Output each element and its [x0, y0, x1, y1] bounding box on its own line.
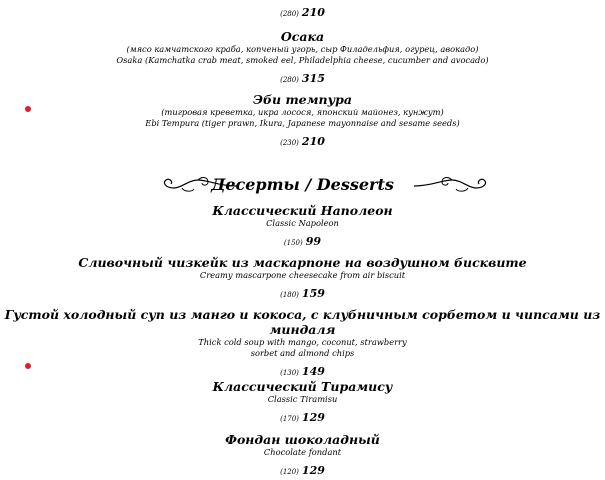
item-description-en: Classic Napoleon [266, 218, 339, 228]
price-weight: (230) [280, 139, 299, 147]
menu-item-osaka [0, 29, 605, 87]
dessert-item-tiramisu [0, 379, 605, 426]
price-value: 159 [301, 287, 325, 300]
item-name: Сливочный чизкейк из маскарпоне на воздушном бисквите [78, 255, 527, 270]
price-weight: (170) [280, 415, 299, 423]
flourish-right-icon [412, 174, 492, 196]
price-weight: (130) [280, 369, 299, 377]
dessert-item-napoleon [0, 203, 605, 250]
item-description-en: Osaka (Kamchatka crab meat, smoked eel, Philadelphia cheese, cucumber and avocado) [116, 55, 489, 65]
item-description-line1: Thick cold soup with mango, coconut, strawberry [198, 337, 407, 347]
price-value: 210 [301, 6, 325, 19]
item-name-line1: Густой холодный суп из манго и кокоса, с клубничным сорбетом и чипсами из [4, 307, 601, 322]
item-description-ru: (мясо камчатского краба, копченый угорь, сыр Филадельфия, огурец, авокадо) [126, 44, 479, 54]
price-value: 99 [305, 235, 322, 248]
price-weight: (120) [280, 468, 299, 476]
menu-item-price [0, 6, 605, 21]
price-weight: (150) [283, 239, 303, 247]
item-name: Классический Тирамису [212, 379, 393, 394]
section-header-desserts [0, 172, 605, 198]
menu-item-ebi-tempura [0, 92, 605, 150]
section-title: Десерты / Desserts [211, 175, 394, 194]
price-value: 210 [301, 135, 325, 148]
item-description-en: Creamy mascarpone cheesecake from air biscuit [199, 270, 406, 280]
item-description-en: Classic Tiramisu [267, 394, 338, 404]
price-value: 129 [301, 464, 325, 477]
item-name: Фондан шоколадный [225, 432, 380, 447]
item-name: Осака [280, 29, 325, 44]
item-description-ru: (тигровая креветка, икра лосося, японский майонез, кунжут) [161, 107, 444, 117]
price-weight: (280) [280, 76, 299, 84]
price-value: 149 [301, 365, 325, 378]
price-weight: (180) [280, 291, 299, 299]
item-name: Классический Наполеон [212, 203, 393, 218]
item-description-en: Chocolate fondant [263, 447, 342, 457]
dessert-item-mango-soup [0, 307, 605, 380]
price-value: 315 [301, 72, 325, 85]
dessert-item-fondant [0, 432, 605, 479]
price-value: 129 [301, 411, 325, 424]
item-description-line2: sorbet and almond chips [250, 348, 355, 358]
item-name: Эби темпура [253, 92, 352, 107]
dessert-item-cheesecake [0, 255, 605, 302]
item-name-line2: миндаля [269, 322, 336, 337]
item-description-en: Ebi Tempura (tiger prawn, Ikura, Japanese mayonnaise and sesame seeds) [145, 118, 460, 128]
price-weight: (280) [280, 10, 299, 18]
